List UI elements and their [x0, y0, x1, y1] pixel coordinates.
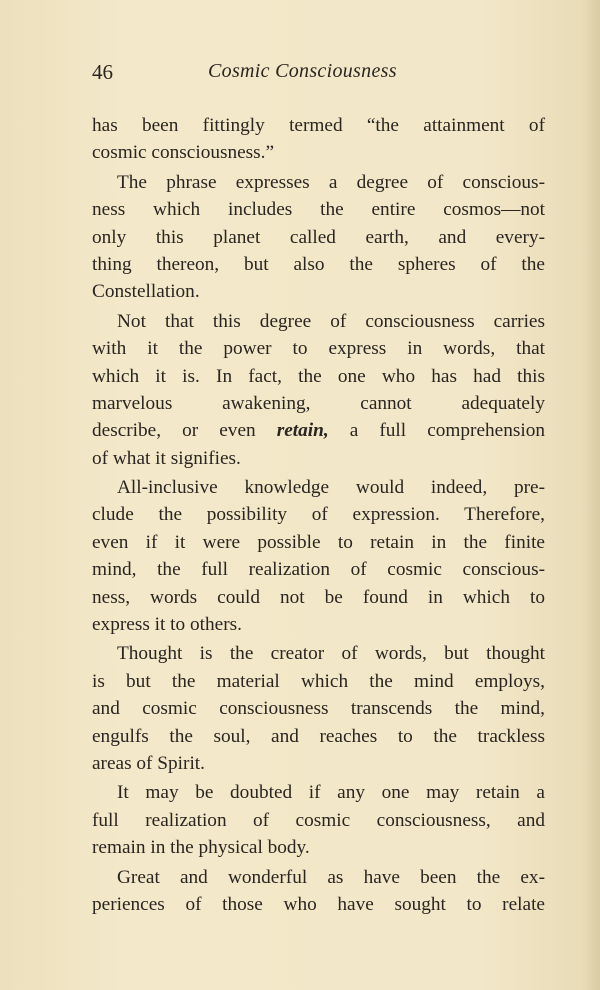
running-title: Cosmic Consciousness: [208, 60, 397, 82]
text-line: engulfs the soul, and reaches to the trackless: [92, 725, 545, 747]
text-line: with it the power to express in words, that: [92, 338, 545, 360]
text-line: which it is. In fact, the one who has had this: [92, 365, 545, 387]
text-line: has been fittingly termed “the attainment of: [92, 115, 545, 136]
text-line: is but the material which the mind employs,: [92, 670, 545, 692]
text-line: even if it were possible to retain in the finite: [92, 531, 545, 553]
paragraph: [92, 864, 545, 919]
text-line: Great and wonderful as have been the ex-: [117, 866, 545, 888]
text-line: clude the possibility of expression. Therefore,: [92, 504, 545, 526]
text-segment: a full comprehension: [328, 420, 545, 442]
page-body-text: [92, 112, 545, 918]
text-line: express it to others.: [92, 614, 242, 636]
text-line: only this planet called earth, and every-: [92, 226, 545, 248]
paragraph: [92, 169, 545, 306]
paragraph: [92, 474, 545, 638]
text-line: thing thereon, but also the spheres of the: [92, 253, 545, 275]
text-line: It may be doubted if any one may retain a: [117, 782, 545, 804]
text-line: cosmic consciousness.”: [92, 142, 275, 164]
text-line: areas of Spirit.: [92, 752, 205, 774]
emphasized-word: retain,: [276, 420, 329, 442]
text-line: periences of those who have sought to relate: [92, 893, 545, 915]
paragraph: [92, 112, 545, 167]
text-line: mind, the full realization of cosmic conscious-: [92, 559, 545, 581]
text-line: full realization of cosmic consciousness, and: [92, 809, 545, 831]
paragraph: [92, 308, 545, 472]
text-line: of what it signifies.: [92, 447, 241, 469]
running-header: [92, 60, 545, 90]
text-line: All-inclusive knowledge would indeed, pre-: [117, 477, 545, 499]
paragraph: [92, 779, 545, 861]
text-line: Constellation.: [92, 281, 200, 303]
text-line: marvelous awakening, cannot adequately: [92, 392, 545, 414]
text-line: and cosmic consciousness transcends the mind,: [92, 698, 545, 720]
text-line: ness which includes the entire cosmos—not: [92, 199, 545, 221]
paragraph: [92, 640, 545, 777]
page-number: 46: [92, 60, 113, 84]
text-line: remain in the physical body.: [92, 837, 310, 859]
text-line: The phrase expresses a degree of conscious-: [117, 171, 545, 193]
text-line: ness, words could not be found in which to: [92, 586, 545, 608]
text-line: [92, 417, 545, 444]
text-line: Not that this degree of consciousness carries: [117, 310, 545, 332]
text-line: Thought is the creator of words, but thought: [117, 643, 545, 665]
text-segment: describe, or even: [92, 420, 277, 442]
